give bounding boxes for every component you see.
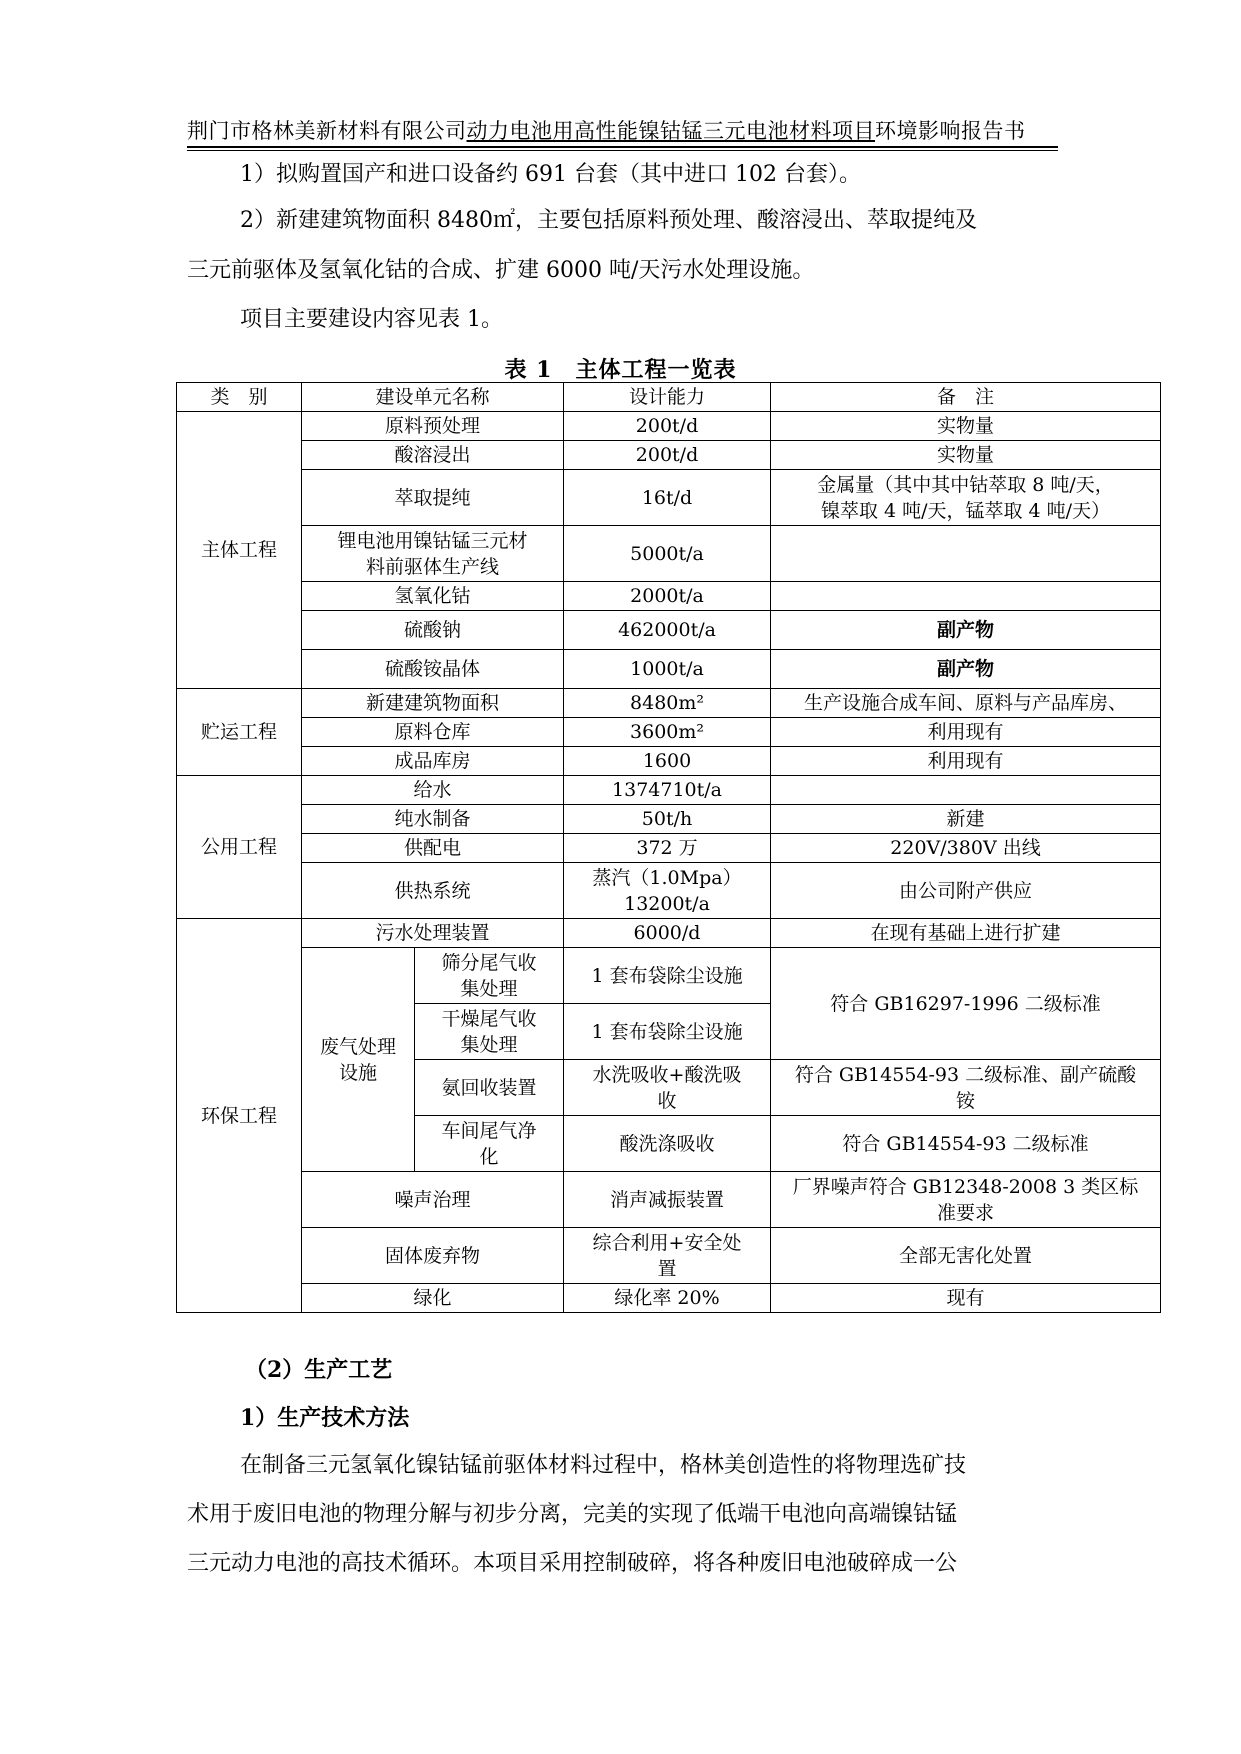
group-storage: 贮运工程 [177,689,302,776]
unit-cell: 成品库房 [302,747,564,776]
subgroup-gas [302,948,415,1172]
note-cell: 副产物 [771,650,1161,689]
note-cell [771,526,1161,582]
paragraph-building-line1: 2）新建建筑物面积 8480㎡，主要包括原料预处理、酸溶浸出、萃取提纯及 [240,208,977,233]
note-cell: 全部无害化处置 [771,1228,1161,1284]
capacity-cell: 2000t/a [564,582,771,611]
note-cell: 副产物 [771,611,1161,650]
table-row [177,805,1161,834]
capacity-cell: 3600m² [564,718,771,747]
capacity-cell [564,863,771,919]
unit-cell: 氢氧化钴 [302,582,564,611]
note-cell: 利用现有 [771,747,1161,776]
unit-cell: 硫酸钠 [302,611,564,650]
unit-cell: 原料仓库 [302,718,564,747]
table-row [177,718,1161,747]
table-row [177,1284,1161,1313]
unit-line: 干燥尾气收 [441,1007,537,1030]
table-row [177,582,1161,611]
unit-line: 筛分尾气收 [441,951,537,974]
table-row [177,611,1161,650]
capacity-line: 置 [657,1257,677,1280]
capacity-cell: 绿化率 20% [564,1284,771,1313]
capacity-cell: 50t/h [564,805,771,834]
capacity-cell [564,1060,771,1116]
header-company: 荆门市格林美新材料有限公司 [187,119,467,143]
table-row [177,650,1161,689]
unit-cell: 固体废弃物 [302,1228,564,1284]
table-row [177,919,1161,948]
unit-line: 料前驱体生产线 [366,555,500,578]
project-table [176,382,1161,1313]
note-cell: 实物量 [771,412,1161,441]
capacity-cell: 372 万 [564,834,771,863]
unit-cell: 供热系统 [302,863,564,919]
table-row [177,1172,1161,1228]
note-cell [771,470,1161,526]
unit-cell: 给水 [302,776,564,805]
unit-line: 锂电池用镍钴锰三元材 [337,529,528,552]
capacity-cell: 8480m² [564,689,771,718]
page-header [187,115,1057,145]
header-suffix: 环境影响报告书 [875,119,1026,143]
header-rule-thick [187,146,1058,148]
table-caption: 表 1 主体工程一览表 [504,357,737,383]
section-heading-process: （2）生产工艺 [245,1357,393,1383]
note-line: 符合 GB14554-93 二级标准、副产硫酸 [794,1063,1137,1086]
group-env: 环保工程 [177,919,302,1313]
capacity-line: 水洗吸收+酸洗吸 [592,1063,742,1086]
capacity-cell: 16t/d [564,470,771,526]
group-main: 主体工程 [177,412,302,689]
note-cell: 实物量 [771,441,1161,470]
unit-line: 车间尾气净 [441,1119,537,1142]
note-line: 厂界噪声符合 GB12348-2008 3 类区标 [792,1175,1139,1198]
note-cell: 在现有基础上进行扩建 [771,919,1161,948]
unit-cell [415,1116,564,1172]
unit-line: 集处理 [460,1033,518,1056]
unit-line: 化 [479,1145,499,1168]
unit-cell: 原料预处理 [302,412,564,441]
note-cell [771,776,1161,805]
capacity-cell: 200t/d [564,441,771,470]
group-utility: 公用工程 [177,776,302,919]
unit-cell: 污水处理装置 [302,919,564,948]
note-cell: 符合 GB14554-93 二级标准 [771,1116,1161,1172]
table-row [177,1228,1161,1284]
capacity-cell: 酸洗涤吸收 [564,1116,771,1172]
capacity-line: 综合利用+安全处 [592,1231,742,1254]
capacity-cell: 消声减振装置 [564,1172,771,1228]
header-project: 动力电池用高性能镍钴锰三元电池材料项目 [466,119,875,143]
unit-cell: 噪声治理 [302,1172,564,1228]
paragraph-table-ref: 项目主要建设内容见表 1。 [240,307,503,332]
note-cell: 220V/380V 出线 [771,834,1161,863]
capacity-cell: 1 套布袋除尘设施 [564,1004,771,1060]
capacity-cell: 200t/d [564,412,771,441]
body-line-3: 三元动力电池的高技术循环。本项目采用控制破碎，将各种废旧电池破碎成一公 [187,1551,958,1576]
table-row [177,441,1161,470]
header-capacity: 设计能力 [564,383,771,412]
capacity-line: 收 [657,1089,677,1112]
note-cell: 新建 [771,805,1161,834]
note-line: 金属量（其中其中钴萃取 8 吨/天， [817,473,1114,496]
table-row [177,948,1161,1004]
table-row [177,412,1161,441]
note-cell: 利用现有 [771,718,1161,747]
unit-cell: 新建建筑物面积 [302,689,564,718]
capacity-cell: 1374710t/a [564,776,771,805]
capacity-line: 蒸汽（1.0Mpa） [592,866,742,889]
unit-line: 集处理 [460,977,518,1000]
table-header-row [177,383,1161,412]
table-row [177,526,1161,582]
unit-cell [415,1004,564,1060]
capacity-cell: 462000t/a [564,611,771,650]
body-line-2: 术用于废旧电池的物理分解与初步分离，完美的实现了低端干电池向高端镍钴锰 [187,1502,958,1527]
capacity-cell: 1000t/a [564,650,771,689]
table-row [177,863,1161,919]
paragraph-building-line2: 三元前驱体及氢氧化钴的合成、扩建 6000 吨/天污水处理设施。 [187,258,815,283]
capacity-cell [564,1228,771,1284]
table-row [177,689,1161,718]
unit-cell [415,948,564,1004]
table-row [177,834,1161,863]
unit-cell [302,526,564,582]
table-row [177,776,1161,805]
note-cell [771,1172,1161,1228]
capacity-line: 13200t/a [624,892,710,915]
note-cell: 生产设施合成车间、原料与产品库房、 [771,689,1161,718]
capacity-cell: 1 套布袋除尘设施 [564,948,771,1004]
capacity-cell: 5000t/a [564,526,771,582]
table-row [177,747,1161,776]
header-unit: 建设单元名称 [302,383,564,412]
header-rule-thin [187,150,1058,151]
unit-cell: 酸溶浸出 [302,441,564,470]
unit-cell: 纯水制备 [302,805,564,834]
subgroup-line: 废气处理 [319,1035,396,1058]
unit-cell: 绿化 [302,1284,564,1313]
note-line: 镍萃取 4 吨/天，锰萃取 4 吨/天） [820,499,1111,522]
table-row [177,470,1161,526]
note-line: 铵 [956,1089,976,1112]
subgroup-line: 设施 [338,1061,377,1084]
body-line-1: 在制备三元氢氧化镍钴锰前驱体材料过程中，格林美创造性的将物理选矿技 [240,1453,967,1478]
header-category: 类 别 [177,383,302,412]
paragraph-equipment: 1）拟购置国产和进口设备约 691 台套（其中进口 102 台套）。 [240,162,861,187]
capacity-cell: 1600 [564,747,771,776]
unit-cell: 氨回收装置 [415,1060,564,1116]
note-cell: 现有 [771,1284,1161,1313]
section-heading-method: 1）生产技术方法 [240,1405,410,1431]
note-cell [771,1060,1161,1116]
capacity-cell: 6000/d [564,919,771,948]
note-line: 准要求 [937,1201,995,1224]
unit-cell: 硫酸铵晶体 [302,650,564,689]
note-cell: 符合 GB16297-1996 二级标准 [771,948,1161,1060]
header-note: 备 注 [771,383,1161,412]
note-cell: 由公司附产供应 [771,863,1161,919]
unit-cell: 供配电 [302,834,564,863]
unit-cell: 萃取提纯 [302,470,564,526]
note-cell [771,582,1161,611]
